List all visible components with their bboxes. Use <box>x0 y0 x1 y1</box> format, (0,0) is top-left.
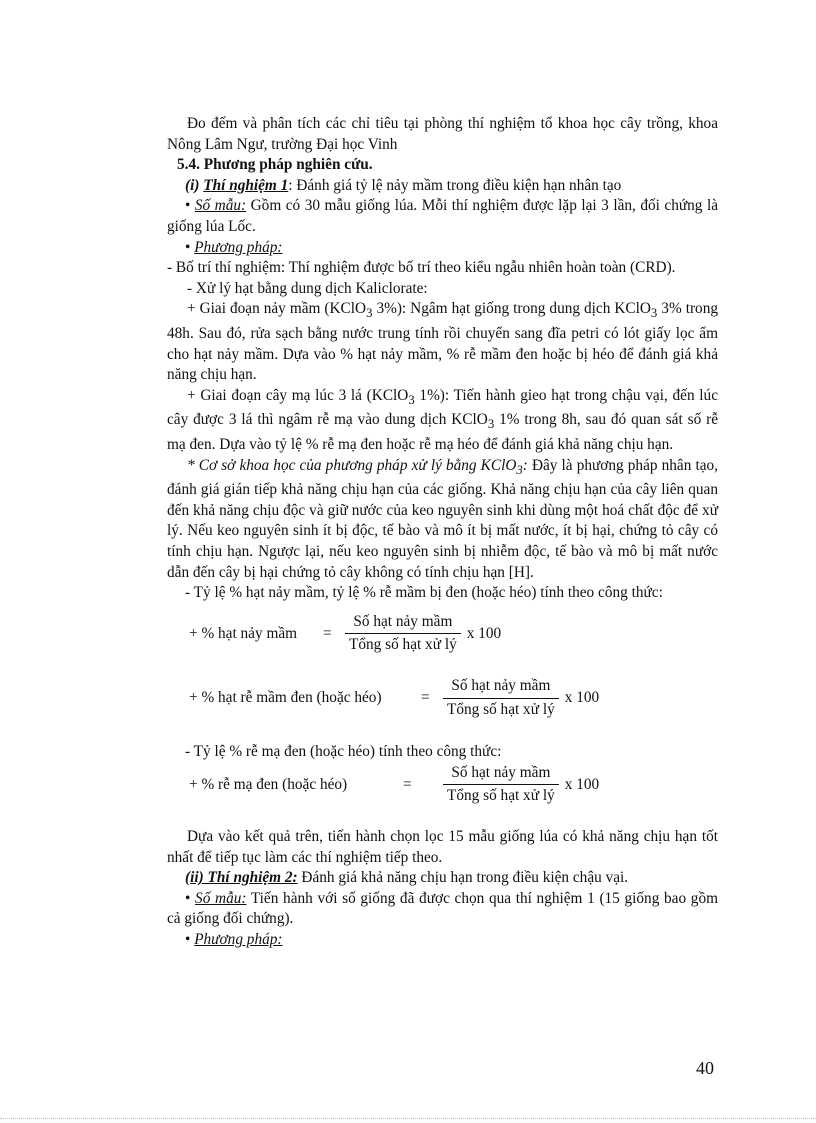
bullet-icon: • <box>185 238 195 256</box>
experiment-2-line <box>167 868 718 889</box>
formula-multiplier: x 100 <box>564 688 600 706</box>
bullet-icon: • <box>185 930 195 948</box>
stage-2-part-c: 1% trong 8h, sau đó quan sát số rễ mạ đen. Dựa vào tỷ lệ % rễ mạ đen hoặc rễ mạ héo để đánh giá khả năng chịu hạn. <box>167 411 718 454</box>
scientific-basis-paragraph <box>167 456 718 584</box>
treatment-line: - Xử lý hạt bằng dung dịch Kaliclorate: <box>187 279 428 297</box>
bullet-icon: • <box>185 197 195 215</box>
samples-2-text: Tiến hành với số giống đã được chọn qua thí nghiệm 1 (15 giống bao gồm cả giống đối chứng). <box>167 889 718 928</box>
subscript-3: 3 <box>650 306 658 321</box>
result-paragraph: Dựa vào kết quả trên, tiến hành chọn lọc 15 mẫu giống lúa có khả năng chịu hạn tốt nhất để tiếp tục làm các thí nghiệm tiếp theo. <box>167 828 718 866</box>
formula-equals: = <box>421 688 430 706</box>
subscript-3: 3 <box>487 417 495 432</box>
formula-black-sprout <box>189 676 718 720</box>
bullet-icon: • <box>185 889 196 907</box>
fraction-numerator: Số hạt nảy mầm <box>451 677 551 695</box>
rate2-intro-paragraph: - Tỷ lệ % rễ mạ đen (hoặc héo) tính theo công thức: <box>185 743 502 761</box>
samples-1-text: Gồm có 30 mẫu giống lúa. Mỗi thí nghiệm được lặp lại 3 lần, đối chứng là giống lúa Lốc. <box>167 197 718 235</box>
basis-text: Đây là phương pháp nhân tạo, đánh giá gián tiếp khả năng chịu hạn của các giống. Khả năng chịu hạn của cây liên quan đến khả năng chịu độc và giữ nước của keo nguyên sinh khi dùng một hoá chất độc để xử lý. Nếu keo nguyên sinh ít bị độc, tế bào và mô ít bị mất nước, ít bị hại, chứng tỏ cây có tính chịu hạn. Ngược lại, nếu keo nguyên sinh bị nhiễm độc, tế bào và mô bị mất nước dẫn đến cây bị hại chứng tỏ cây không có tính chịu hạn [H]. <box>167 456 718 581</box>
method-1-label: Phương pháp: <box>194 238 283 256</box>
intro-paragraph: Đo đếm và phân tích các chỉ tiêu tại phòng thí nghiệm tổ khoa học cây trồng, khoa Nông Lâm Ngư, trường Đại học Vinh <box>167 115 718 153</box>
footer-dotted-divider <box>0 1118 816 1119</box>
section-heading: 5.4. Phương pháp nghiên cứu. <box>177 156 373 174</box>
experiment-1-line <box>167 176 718 197</box>
subscript-3: 3 <box>408 392 415 407</box>
stage-2-part-a: + Giai đoạn cây mạ lúc 3 lá (KClO <box>187 386 409 404</box>
samples-1-paragraph <box>167 196 718 237</box>
stage-2-paragraph <box>167 386 718 456</box>
fraction-denominator: Tổng số hạt xử lý <box>443 698 559 721</box>
subscript-3: 3 <box>516 462 523 477</box>
formula-multiplier: x 100 <box>564 775 600 793</box>
fraction-denominator: Tổng số hạt xử lý <box>443 784 559 807</box>
samples-2-label: Số mẫu: <box>195 889 247 907</box>
formula-multiplier: x 100 <box>466 624 502 642</box>
formula-equals: = <box>323 624 332 642</box>
subscript-3: 3 <box>366 306 373 321</box>
page-number: 40 <box>696 1058 714 1078</box>
formula-1-fraction <box>345 612 461 656</box>
basis-label: * Cơ sở khoa học của phương pháp xử lý bằng KClO <box>187 456 517 474</box>
formula-equals: = <box>403 775 412 793</box>
method-2-label: Phương pháp: <box>194 930 283 948</box>
stage-2-part-b: 1%): Tiến hành gieo hạt trong chậu vại, đến lúc cây được 3 lá thì ngâm rễ mạ vào dung dịch KClO <box>167 386 718 429</box>
experiment-2-label: (ii) Thí nghiệm 2: <box>185 869 298 887</box>
formula-1-label: + % hạt nảy mầm <box>189 624 298 642</box>
formula-2-fraction <box>443 676 559 720</box>
stage-1-part-c: 3% trong 48h. Sau đó, rửa sạch bằng nước trung tính rồi chuyển sang đĩa petri có lót giấy lọc ẩm cho hạt nảy mầm. Dựa vào % hạt nảy mầm, % rễ mầm đen hoặc bị héo để đánh giá khả năng chịu hạn. <box>167 300 718 384</box>
experiment-1-label: Thí nghiệm 1 <box>203 176 289 194</box>
formula-3-label: + % rễ mạ đen (hoặc héo) <box>189 775 348 793</box>
rate-intro-paragraph: - Tỷ lệ % hạt nảy mầm, tỷ lệ % rễ mầm bị đen (hoặc héo) tính theo công thức: <box>185 584 663 602</box>
fraction-numerator: Số hạt nảy mầm <box>353 612 453 630</box>
stage-1-part-b: 3%): Ngâm hạt giống trong dung dịch KClO <box>372 300 651 318</box>
experiment-1-text: : Đánh giá tỷ lệ nảy mầm trong điều kiện hạn nhân tạo <box>288 176 622 194</box>
fraction-numerator: Số hạt nảy mầm <box>451 763 551 781</box>
experiment-1-prefix: (i) <box>185 176 204 194</box>
method-1-line <box>167 238 718 259</box>
samples-1-label: Số mẫu: <box>194 197 247 215</box>
basis-colon: : <box>522 456 528 474</box>
stage-1-paragraph <box>167 299 718 385</box>
formula-black-root <box>189 763 718 807</box>
document-body <box>167 114 718 951</box>
experiment-2-text: Đánh giá khả năng chịu hạn trong điều kiện chậu vại. <box>297 869 629 887</box>
formula-germination <box>189 612 718 656</box>
method-2-line <box>167 930 718 951</box>
stage-1-part-a: + Giai đoạn nảy mầm (KClO <box>187 300 367 318</box>
fraction-denominator: Tổng số hạt xử lý <box>345 633 461 656</box>
layout-paragraph: - Bố trí thí nghiệm: Thí nghiệm được bố trí theo kiểu ngẫu nhiên hoàn toàn (CRD). <box>167 259 676 277</box>
formula-2-label: + % hạt rễ mầm đen (hoặc héo) <box>189 688 382 706</box>
samples-2-paragraph <box>167 889 718 930</box>
formula-3-fraction <box>443 763 559 807</box>
